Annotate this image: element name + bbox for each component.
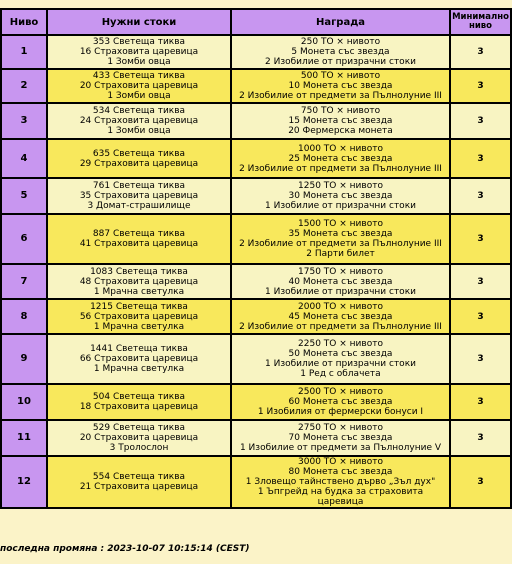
goods-cell	[47, 264, 231, 299]
min-level-cell: 3	[450, 420, 511, 456]
goods-item: 20 Страховита царевица	[79, 81, 199, 91]
reward-item: 5 Монета със звезда	[291, 47, 390, 57]
table-row	[1, 299, 511, 334]
level-cell: 3	[1, 103, 47, 139]
goods-item: 66 Страховита царевица	[79, 354, 199, 364]
reward-item: 2500 ТО × нивото	[298, 387, 383, 397]
reward-cell	[231, 264, 450, 299]
goods-item: 1441 Светеща тиква	[90, 344, 188, 354]
reward-item: 1 Ред с облачета	[300, 369, 381, 379]
goods-cell	[47, 299, 231, 334]
min-level-cell: 3	[450, 264, 511, 299]
level-cell: 9	[1, 334, 47, 384]
reward-item: 2 Изобилие от предмети за Пълнолуние III	[239, 239, 442, 249]
header-min-level: Минимално ниво	[450, 9, 511, 35]
goods-item: 3 Домат-страшилище	[87, 201, 191, 211]
min-level-cell: 3	[450, 334, 511, 384]
goods-item: 353 Светеща тиква	[92, 37, 186, 47]
reward-item: 45 Монета със звезда	[288, 311, 393, 322]
reward-item: 1500 ТО × нивото	[298, 219, 383, 229]
goods-item: 529 Светеща тиква	[92, 423, 186, 433]
reward-item: царевица	[317, 497, 364, 507]
table-row	[1, 264, 511, 299]
header-reward: Награда	[231, 9, 450, 35]
level-cell: 8	[1, 299, 47, 334]
min-level-cell: 3	[450, 178, 511, 214]
min-level-cell: 3	[450, 139, 511, 178]
reward-item: 50 Монета със звезда	[288, 349, 393, 359]
goods-item: 433 Светеща тиква	[92, 71, 186, 81]
goods-item: 29 Страховита царевица	[79, 158, 199, 169]
reward-item: 1 Изобилие от призрачни стоки	[265, 359, 416, 369]
goods-item: 1 Мрачна светулка	[93, 286, 185, 297]
goods-item: 1083 Светеща тиква	[90, 266, 188, 277]
table-row	[1, 103, 511, 139]
reward-item: 80 Монета със звезда	[288, 467, 393, 477]
level-cell: 12	[1, 456, 47, 508]
level-cell: 10	[1, 384, 47, 420]
min-level-cell: 3	[450, 35, 511, 69]
table-row	[1, 214, 511, 264]
goods-item: 1 Зомби овца	[107, 57, 171, 67]
reward-item: 2 Изобилие от предмети за Пълнолуние III	[239, 321, 442, 332]
goods-cell	[47, 35, 231, 69]
goods-item: 41 Страховита царевица	[79, 239, 199, 249]
reward-item: 2 Изобилие от предмети за Пълнолуние III	[239, 163, 442, 174]
reward-item: 70 Монета със звезда	[288, 433, 393, 443]
table-header-row	[1, 9, 511, 35]
reward-item: 15 Монета със звезда	[288, 116, 393, 126]
goods-item: 1 Мрачна светулка	[93, 364, 185, 374]
reward-item: 1000 ТО × нивото	[298, 143, 383, 154]
min-level-cell: 3	[450, 299, 511, 334]
goods-cell	[47, 456, 231, 508]
reward-item: 1750 ТО × нивото	[298, 266, 383, 277]
reward-item: 2 Парти билет	[306, 249, 375, 259]
reward-item: 3000 ТО × нивото	[298, 457, 383, 467]
goods-cell	[47, 178, 231, 214]
reward-item: 1 Изобилие от предмети за Пълнолуние V	[239, 443, 442, 453]
table-row	[1, 139, 511, 178]
reward-item: 2 Изобилие от призрачни стоки	[265, 57, 416, 67]
goods-item: 56 Страховита царевица	[79, 311, 199, 322]
reward-cell	[231, 456, 450, 508]
reward-cell	[231, 334, 450, 384]
reward-cell	[231, 103, 450, 139]
reward-item: 2250 ТО × нивото	[298, 339, 383, 349]
goods-item: 1215 Светеща тиква	[90, 301, 188, 312]
reward-item: 1 Изобилие от призрачни стоки	[265, 286, 416, 297]
goods-item: 504 Светеща тиква	[92, 392, 186, 402]
table-row	[1, 420, 511, 456]
goods-item: 887 Светеща тиква	[92, 229, 186, 239]
level-cell: 7	[1, 264, 47, 299]
goods-item: 24 Страховита царевица	[79, 116, 199, 126]
reward-item: 750 ТО × нивото	[300, 106, 381, 116]
goods-cell	[47, 139, 231, 178]
reward-item: 500 ТО × нивото	[300, 71, 381, 81]
goods-item: 534 Светеща тиква	[92, 106, 186, 116]
goods-cell	[47, 214, 231, 264]
goods-cell	[47, 69, 231, 103]
goods-item: 3 Тролослон	[109, 443, 169, 453]
reward-item: 35 Монета със звезда	[288, 229, 393, 239]
reward-item: 60 Монета със звезда	[288, 397, 393, 407]
reward-cell	[231, 420, 450, 456]
reward-cell	[231, 214, 450, 264]
reward-item: 1 Изобилия от фермерски бонуси I	[257, 407, 424, 417]
table-row	[1, 35, 511, 69]
reward-item: 2750 ТО × нивото	[298, 423, 383, 433]
reward-item: 25 Монета със звезда	[288, 153, 393, 164]
goods-item: 18 Страховита царевица	[79, 402, 199, 412]
goods-item: 635 Светеща тиква	[92, 148, 186, 159]
min-level-cell: 3	[450, 69, 511, 103]
goods-item: 16 Страховита царевица	[79, 47, 199, 57]
min-level-cell: 3	[450, 456, 511, 508]
goods-cell	[47, 384, 231, 420]
goods-item: 21 Страховита царевица	[79, 482, 199, 492]
reward-item: 1 Зловещо тайнствено дърво „Зъл дух"	[245, 477, 436, 487]
level-cell: 11	[1, 420, 47, 456]
last-modified: последна промяна : 2023-10-07 10:15:14 (CEST)	[0, 544, 250, 554]
goods-item: 1 Зомби овца	[107, 126, 171, 136]
reward-item: 10 Монета със звезда	[288, 81, 393, 91]
reward-cell	[231, 384, 450, 420]
reward-cell	[231, 299, 450, 334]
reward-item: 2 Изобилие от предмети за Пълнолуние III	[239, 91, 442, 101]
reward-item: 30 Монета със звезда	[288, 191, 393, 201]
rewards-table	[0, 8, 512, 509]
goods-item: 1 Мрачна светулка	[93, 321, 185, 332]
goods-item: 35 Страховита царевица	[79, 191, 199, 201]
min-level-cell: 3	[450, 214, 511, 264]
reward-item: 20 Фермерска монета	[288, 126, 393, 136]
level-cell: 4	[1, 139, 47, 178]
goods-item: 554 Светеща тиква	[92, 472, 186, 482]
header-goods: Нужни стоки	[47, 9, 231, 35]
level-cell: 5	[1, 178, 47, 214]
goods-cell	[47, 334, 231, 384]
level-cell: 2	[1, 69, 47, 103]
reward-cell	[231, 69, 450, 103]
reward-cell	[231, 178, 450, 214]
goods-cell	[47, 103, 231, 139]
min-level-cell: 3	[450, 384, 511, 420]
table-row	[1, 334, 511, 384]
goods-item: 48 Страховита царевица	[79, 276, 199, 287]
table-row	[1, 178, 511, 214]
reward-cell	[231, 139, 450, 178]
level-cell: 1	[1, 35, 47, 69]
goods-cell	[47, 420, 231, 456]
table-row	[1, 384, 511, 420]
table-row	[1, 456, 511, 508]
table-body	[1, 35, 511, 508]
reward-item: 40 Монета със звезда	[288, 276, 393, 287]
reward-cell	[231, 35, 450, 69]
reward-item: 2000 ТО × нивото	[298, 301, 383, 312]
min-level-cell: 3	[450, 103, 511, 139]
reward-item: 1 Изобилие от призрачни стоки	[265, 201, 416, 211]
reward-item: 1 Ъпгрейд на будка за страховита	[257, 487, 424, 497]
header-level: Ниво	[1, 9, 47, 35]
goods-item: 1 Зомби овца	[107, 91, 171, 101]
goods-item: 20 Страховита царевица	[79, 433, 199, 443]
level-cell: 6	[1, 214, 47, 264]
reward-item: 1250 ТО × нивото	[298, 181, 383, 191]
goods-item: 761 Светеща тиква	[92, 181, 186, 191]
reward-item: 250 ТО × нивото	[300, 37, 381, 47]
table-row	[1, 69, 511, 103]
